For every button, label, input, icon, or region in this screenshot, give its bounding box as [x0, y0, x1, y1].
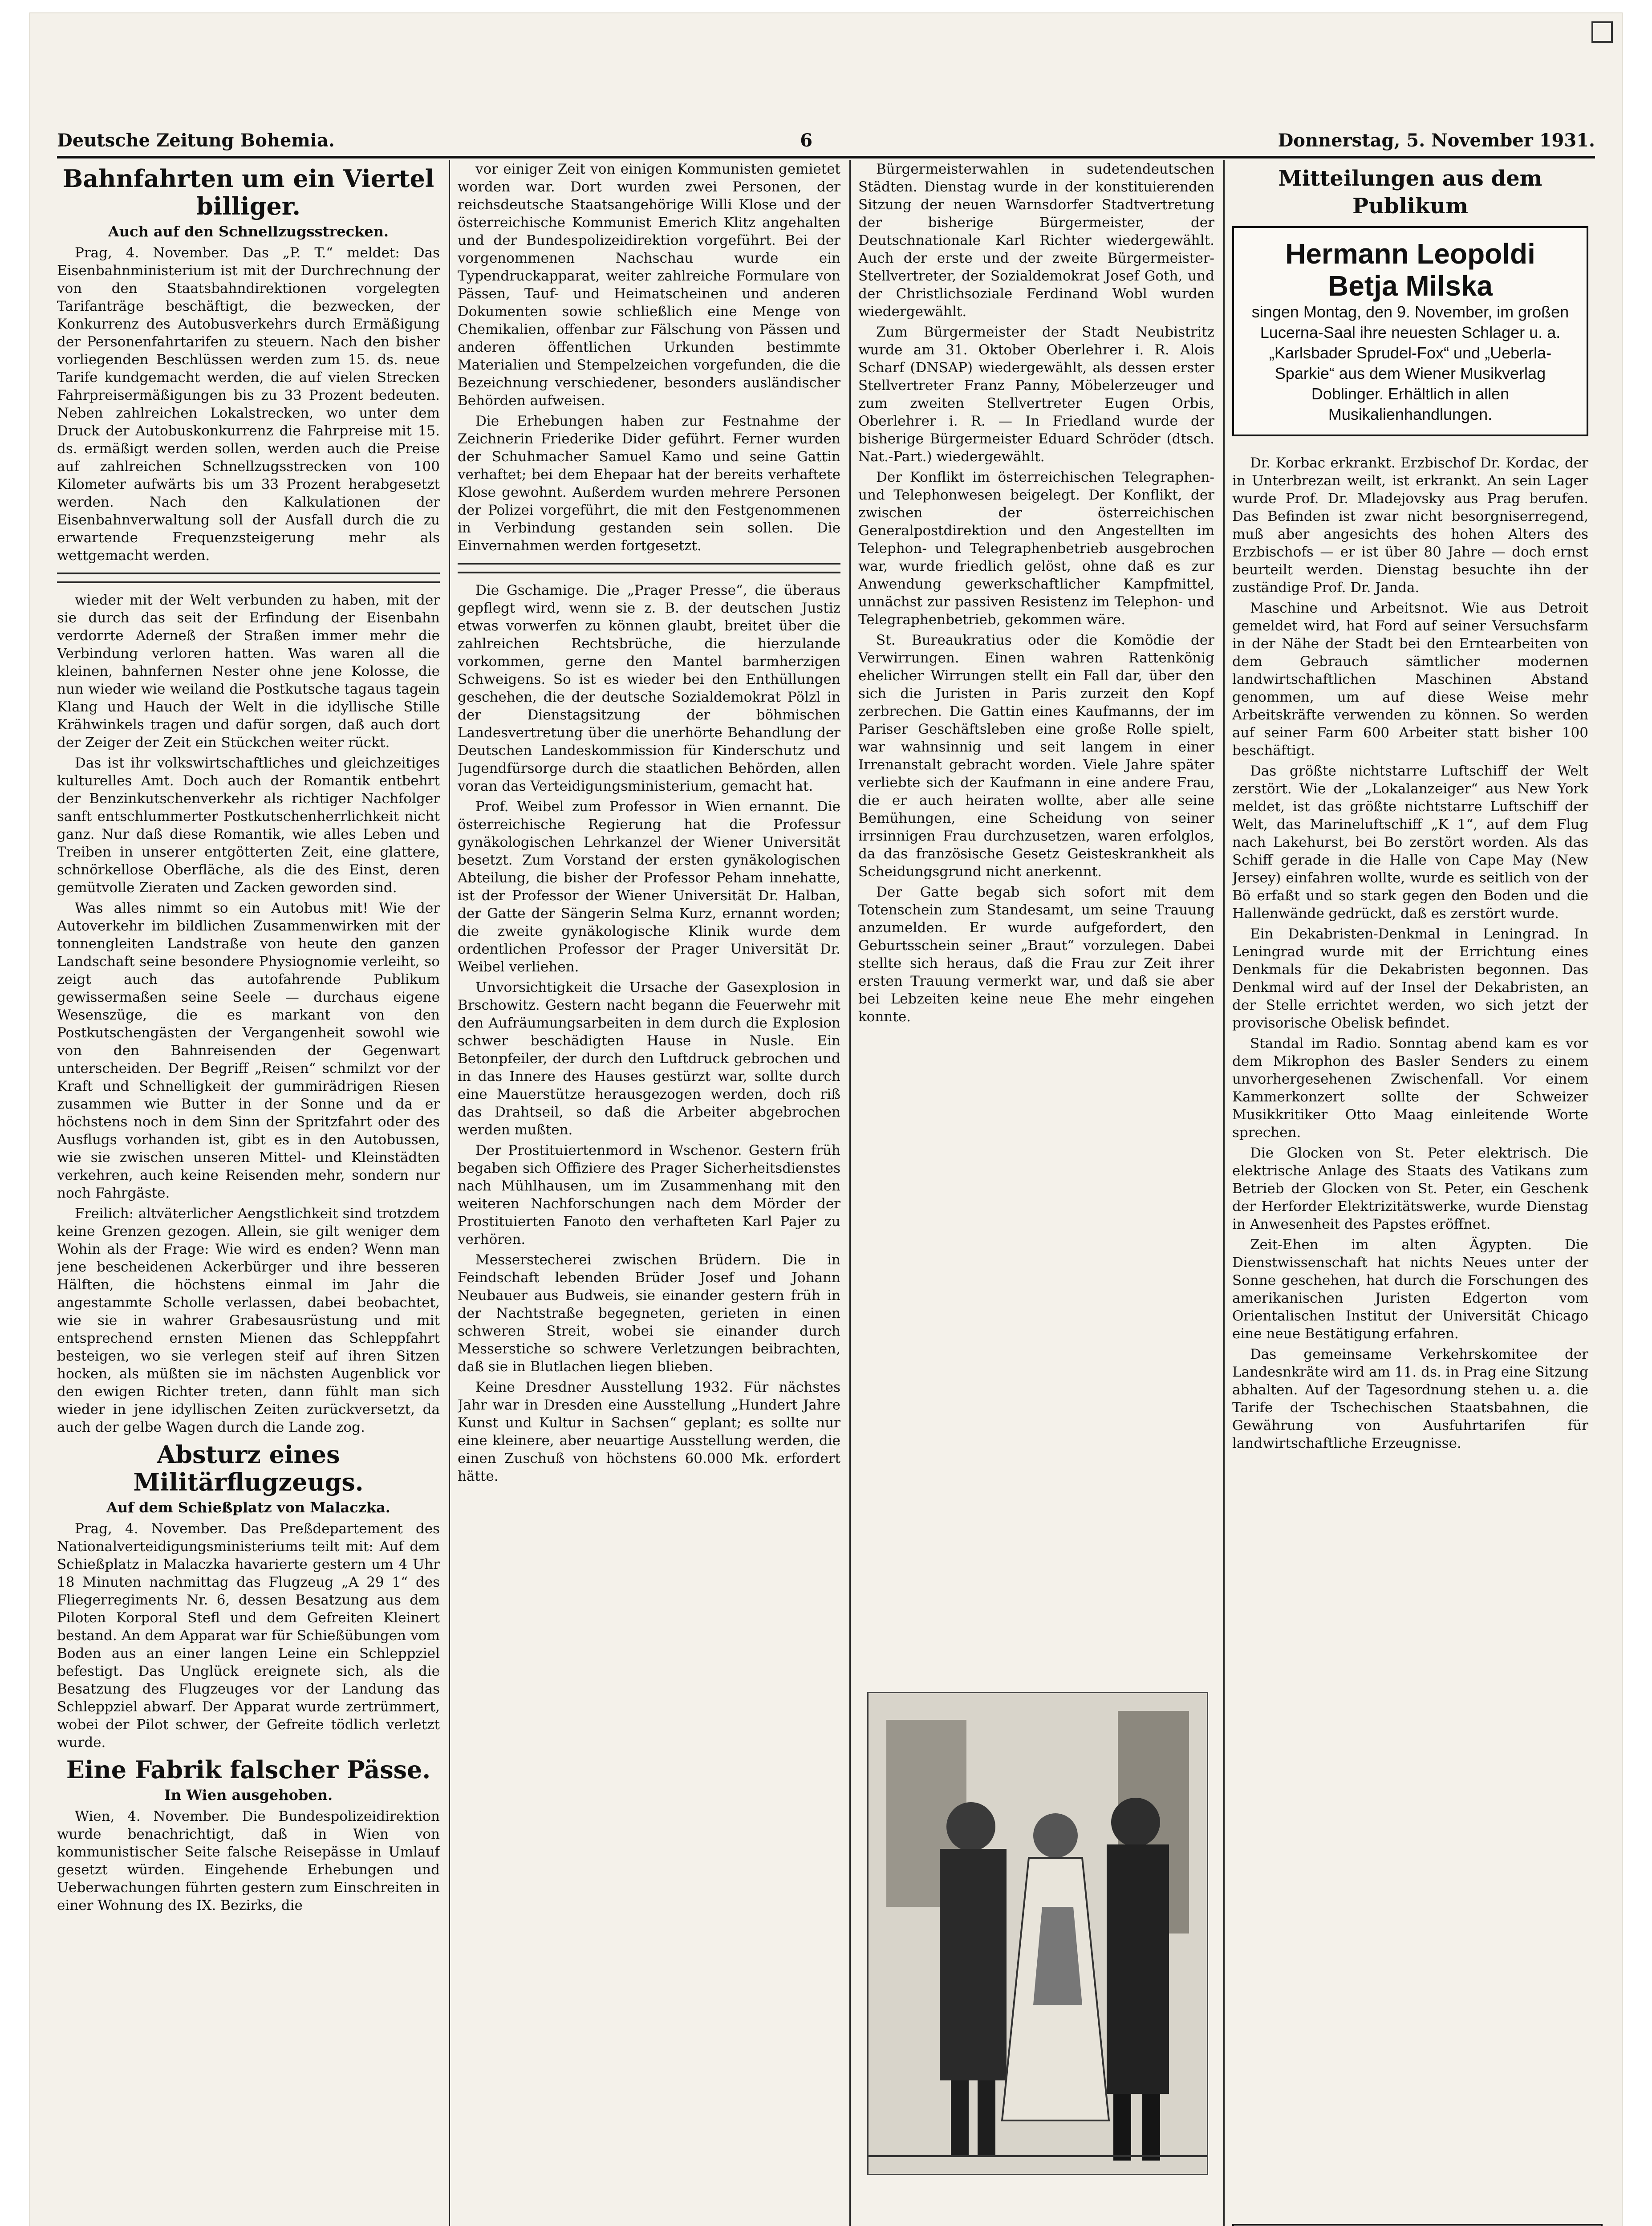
- article-title-fabrik: Eine Fabrik falscher Pässe.: [66, 1755, 431, 1784]
- column-1: [57, 160, 440, 2226]
- column-4: [1232, 160, 1588, 2208]
- page-header: [57, 125, 1595, 158]
- paragraph: Prag, 4. November. Das „P. T.“ meldet: Das Eisenbahnministerium ist mit der Durchrechnung der von den Staatsbahndirektionen vorgelegten Tarifanträge beschäftigt, die bezwecken, der Konkurrenz des Autobusverkehrs durch Ermäßigung der Personenfahrtarifen zu steuern. Nach den bisher vorliegenden Beschlüssen werden zum 15. ds. neue Tarife kundgemacht werden, die auf vielen Strecken Fahrpreisermäßigungen bis zu 33 Prozent bedeuten. Neben zahlreichen Lokalstrecken, wo unter dem Druck der Autobuskonkurrenz die Fahrpreise mit 15. ds. ermäßigt werden sollen, werden auch die Preise auf zahlreichen Schnellzugsstrecken von 100 Kilometer aufwärts bis um 33 Prozent herabgesetzt werden. Nach den Kalkulationen der Eisenbahnverwaltung soll der Ausfall durch die zu erwartende Frequenzsteigerung mehr als wettgemacht werden.: [57, 245, 440, 564]
- ad-name-2: Betja Milska: [1328, 270, 1493, 302]
- section-title-mitteilungen: Mitteilungen aus dem Publikum: [1278, 166, 1542, 219]
- paragraph: Dr. Korbac erkrankt. Erzbischof Dr. Kordac, der in Unterbrezan weilt, ist erkrankt. An sein Lager wurde Prof. Dr. Mladejovsky aus Prag berufen. Das Befinden ist zwar nicht besorgniserregend, muß aber angesichts des hohen Alters des Erzbischofs — er ist über 80 Jahre — doch ernst beurteilt werden. Dienstag besuchte ihn der zuständige Prof. Dr. Janda.: [1232, 455, 1588, 596]
- paragraph: Das gemeinsame Verkehrskomitee der Landesnkräte wird am 11. ds. in Prag eine Sitzung abhalten. Auf der Tagesordnung stehen u. a. die Tarife der Tschechischen Staatsbahnen, die Gewährung von Ausfuhrtarifen für landwirtschaftliche Erzeugnisse.: [1232, 1346, 1588, 1451]
- newspaper-page: [30, 13, 1622, 2226]
- paragraph: Maschine und Arbeitsnot. Wie aus Detroit gemeldet wird, hat Ford auf seiner Versuchsfarm in der Nähe der Stadt bei den Erntearbeiten von dem Gebrauch sämtlicher modernen landwirtschaftlichen Maschinen Abstand genommen, um auf diese Weise mehr Arbeitskräfte verwenden zu können. So werden auf seiner Farm 600 Arbeiter statt bisher 100 beschäftigt.: [1232, 600, 1588, 759]
- article-subtitle-absturz: Auf dem Schießplatz von Malaczka.: [106, 1499, 390, 1516]
- paragraph: Ein Dekabristen-Denkmal in Leningrad. In Leningrad wurde mit der Errichtung eines Denkmals für die Dekabristen begonnen. Das Denkmal wird auf der Insel der Dekabristen, an der Stelle errichtet werden, wo sich jetzt der provisorische Obelisk befindet.: [1232, 926, 1588, 1031]
- paragraph: Keine Dresdner Ausstellung 1932. Für nächstes Jahr war in Dresden eine Ausstellung „Hundert Jahre Kunst und Kultur in Sachsen“ geplant; es sollte nur eine kleinere, aber neuartige Ausstellung werden, die einen Zuschuß von höchstens 60.000 Mk. erfordert hätte.: [458, 1379, 840, 1484]
- paragraph: Wien, 4. November. Die Bundespolizeidirektion wurde benachrichtigt, daß in Wien von kommunistischer Seite falsche Reisepässe in Umlauf gesetzt würden. Eingehende Erhebungen und Ueberwachungen führten gestern zum Einschreiten in einer Wohnung des IX. Bezirks, die: [57, 1808, 440, 1913]
- ad-text: singen Montag, den 9. November, im großen Lucerna-Saal ihre neuesten Schlager u. a. „Karlsbader Sprudel-Fox“ und „Ueberla-Sparkie“ aus dem Wiener Musikverlag Doblinger. Erhältlich in allen Musikalienhandlungen.: [1251, 303, 1569, 423]
- paragraph: Prof. Weibel zum Professor in Wien ernannt. Die österreichische Regierung hat die Professur gynäkologischen Lehrkanzel der Wiener Universität besetzt. Zum Vorstand der ersten gynäkologischen Abteilung, die bisher der Professor Peham innehatte, ist der Professor der Wiener Universität Dr. Halban, der Gatte der Sängerin Selma Kurz, ernannt worden; die zweite gynäkologische Klinik wurde dem ordentlichen Professor der Prager Universität Dr. Weibel verliehen.: [458, 799, 840, 975]
- paragraph: St. Bureaukratius oder die Komödie der Verwirrungen. Einen wahren Rattenkönig ehelicher Wirrungen stellt ein Fall dar, über den sich die Juristen in Paris zurzeit den Kopf zerbrechen. Die Gattin eines Kaufmanns, der im Pariser Geschäftsleben eine große Rolle spielt, war wahnsinnig und seit langem in einer Irrenanstalt gebracht worden. Viele Jahre später verliebte sich der Kaufmann in eine andere Frau, die er auch heiraten wollte, aber alle seine Bemühungen, eine Scheidung von seiner irrsinnigen Frau durchzusetzen, waren erfolglos, da das französische Gesetz Geisteskrankheit als Scheidungsgrund nicht anerkennt.: [858, 632, 1214, 880]
- corner-mark: [1591, 21, 1613, 43]
- article-subtitle-bahnfahrten: Auch auf den Schnellzugsstrecken.: [108, 223, 389, 240]
- column-rule: [849, 160, 851, 2226]
- paragraph: Standal im Radio. Sonntag abend kam es vor dem Mikrophon des Basler Senders zu einem unvorhergesehenen Zwischenfall. Vor einem Kammerkonzert sollte der Schweizer Musikkritiker Otto Maag einleitende Worte sprechen.: [1232, 1036, 1588, 1141]
- paragraph: Der Prostituiertenmord in Wschenor. Gestern früh begaben sich Offiziere des Prager Sicherheitsdienstes nach Mühlhausen, um im Zusammenhang mit den weiteren Nachforschungen nach dem Mörder der Prostituierten Fanoto den verhafteten Karl Pajer zu verhören.: [458, 1142, 840, 1247]
- paragraph: Die Erhebungen haben zur Festnahme der Zeichnerin Friederike Dider geführt. Ferner wurden der Schuhmacher Samuel Kamo und seine Gattin verhaftet; bei dem Ehepaar hat der bereits verhaftete Klose gewohnt. Außerdem wurden mehrere Personen der Polizei vorgeführt, die mit den Festgenommenen in Verbindung gestanden sein sollen. Die Einvernahmen werden fortgesetzt.: [458, 413, 840, 554]
- paragraph: wieder mit der Welt verbunden zu haben, mit der sie durch das seit der Erfindung der Eisenbahn verdorrte Aderneß der Straßen immer mehr die Verbindung verloren hatten. Was waren all die kleinen, bahnfernen Nester ohne jene Kolosse, die nun wieder wie weiland die Postkutsche tagaus tagein Klang und Hauch der Welt in die idyllische Stille Krähwinkels tragen und dafür sorgen, daß auch dort der Zeiger der Zeit ein Stückchen weiter rückt.: [57, 592, 440, 751]
- paragraph: Prag, 4. November. Das Preßdepartement des Nationalverteidigungsministeriums teilt mit: Auf dem Schießplatz in Malaczka havarierte gestern um 4 Uhr 18 Minuten nachmittag das Flugzeug „A 29 1“ des Fliegerregiments Nr. 6, dessen Besatzung aus dem Piloten Korporal Stefl und dem Gefreiten Kleinert bestand. An dem Apparat war für Schießübungen vom Boden aus an einer langen Leine ein Schleppziel befestigt. Das Unglück ereignete sich, als die Besatzung des Flugzeuges vor der Landung das Schleppziel abwarf. Der Apparat wurde zertrümmert, wobei der Pilot schwer, der Gefreite tödlich verletzt wurde.: [57, 1521, 440, 1751]
- column-rule: [1223, 160, 1225, 2226]
- paragraph: Zeit-Ehen im alten Ägypten. Die Dienstwissenschaft hat nichts Neues unter der Sonne geschehen, hat durch die Forschungen des amerikanischen Juristen Edgerton vom Orientalischen Institut der Universität Chicago eine neue Bestätigung erfahren.: [1232, 1237, 1588, 1342]
- paragraph: Messerstecherei zwischen Brüdern. Die in Feindschaft lebenden Brüder Josef und Johann Neubauer aus Budweis, sie einander gestern früh in der Nachtstraße begegneten, gerieten in einen schweren Streit, wobei sie einander durch Messerstiche so schwere Verletzungen beibrachten, daß sie in Blutlachen liegen blieben.: [458, 1252, 840, 1375]
- paragraph: Freilich: altväterlicher Aengstlichkeit sind trotzdem keine Grenzen gezogen. Allein, sie gilt weniger dem Wohin als der Frage: Wie wird es enden? Wenn man jene bescheidenen Ackerbürger und ihre besseren Hälften, die höchstens einmal im Jahr die angestammte Scholle verlassen, dabei beobachtet, wie sie in wahrer Grabesausrüstung und mit entsprechend ernsten Mienen das Schleppfahrt besteigen, wo sie verlegen steif auf ihren Sitzen hocken, als müßten sie im nächsten Augenblick vor den ewigen Richter treten, dann fühlt man sich wieder in jene idyllischen Zeiten zurückversetzt, da auch der gelbe Wagen durch die Lande zog.: [57, 1206, 440, 1435]
- article-title-bahnfahrten: Bahnfahrten um ein Viertel billiger.: [62, 164, 434, 220]
- paragraph: Das ist ihr volkswirtschaftliches und gleichzeitiges kulturelles Amt. Doch auch der Romantik entbehrt der Benzinkutschenverkehr als richtiger Nachfolger sanft entschlummerter Postkutschenherrlichkeit nicht ganz. Nur daß diese Romantik, wie alles Leben und Treiben in unserer entgötterten Zeit, eine glattere, schnörkellose Oberfläche, als die des Einst, deren gemütvolle Zieraten und Zacken geworden sind.: [57, 755, 440, 896]
- issue-date: Donnerstag, 5. November 1931.: [1278, 130, 1595, 151]
- paper-name: Deutsche Zeitung Bohemia.: [57, 130, 335, 151]
- paragraph: Was alles nimmt so ein Autobus mit! Wie der Autoverkehr im bildlichen Zusammenwirken mit der tonnengleiten Landstraße von heute den ganzen Landschaft seine besondere Physiognomie verleiht, so zeigt auch das autofahrende Publikum gewissermaßen seine Seele — durchaus eigene Wesenszüge, die es markant von den Postkutschengästen der Vergangenheit sowohl wie von den Bahnreisenden der Gegenwart unterscheiden. Der Begriff „Reisen“ schmilzt vor der Kraft und Schnelligkeit der gummirädrigen Riesen zusammen wie Butter in der Sonne und da er höchstens noch in dem Sinn der Spritzfahrt oder des Ausflugs vorhanden ist, gibt es in den Autobussen, wie sie zwischen unseren Mittel- und Kleinstädten verkehren, auch keine Reisenden mehr, sondern nur noch Fahrgäste.: [57, 900, 440, 1201]
- cartoon-illustration: [867, 1692, 1208, 2175]
- column-3: [858, 160, 1214, 1674]
- paragraph: Bürgermeisterwahlen in sudetendeutschen Städten. Dienstag wurde in der konstituierenden Sitzung der neuen Warnsdorfer Stadtvertretung der bisherige Bürgermeister, der Deutschnationale Karl Richter wiedergewählt. Auch der erste und der zweite Bürgermeister-Stellvertreter, der Sozialdemokrat Josef Goth, und der Christlichsoziale Ferdinand Wobl wurden wiedergewählt.: [858, 161, 1214, 320]
- separator: [458, 563, 840, 573]
- article-subtitle-fabrik: In Wien ausgehoben.: [164, 1787, 333, 1804]
- paragraph: Zum Bürgermeister der Stadt Neubistritz wurde am 31. Oktober Oberlehrer i. R. Alois Scharf (DNSAP) wiedergewählt, als dessen erster Stellvertreter Franz Panny, Möbelerzeuger und zum zweiten Stellvertreter Eugen Orbis, Oberlehrer i. R. — In Friedland wurde der bisherige Bürgermeister Eduard Schröder (dtsch. Nat.-Part.) wiedergewählt.: [858, 324, 1214, 465]
- article-title-absturz: Absturz eines Militärflugzeugs.: [133, 1440, 364, 1496]
- column-2: [458, 160, 840, 2226]
- paragraph: vor einiger Zeit von einigen Kommunisten gemietet worden war. Dort wurden zwei Personen, der reichsdeutsche Staatsangehörige Willi Klose und der österreichische Kommunist Emerich Klitz angehalten und der Bundespolizeidirektion vorgeführt. Bei der vorgenommenen Nachschau wurde ein Typendruckapparat, weiter zahlreiche Formulare von Pässen, Tauf- und Heimatscheinen und anderen Dokumenten sowie schließlich eine Menge von Chemikalien, offenbar zur Fälschung von Pässen und anderen öffentlichen Urkunden bestimmte Materialien und Stempelzeichen vorgefunden, die die Bezeichnung verschiedener, besonders ausländischer Behörden aufweisen.: [458, 161, 840, 409]
- advertisement: [1232, 226, 1588, 436]
- manuscript-notice: [1232, 2224, 1603, 2226]
- ad-name-1: Hermann Leopoldi: [1285, 238, 1535, 270]
- column-rule: [449, 160, 450, 2226]
- paragraph: Die Gschamige. Die „Prager Presse“, die überaus gepflegt wird, wenn sie z. B. der deutschen Justiz etwas vorwerfen zu können glaubt, breitet über die zahlreichen Rechtsbrüche, die hierzulande vorkommen, gerne den Mantel barmherzigen Schweigens. So ist es wieder bei den Enthüllungen geschehen, die der deutsche Sozialdemokrat Pölzl in der Dienstagsitzung der böhmischen Landesvertretung über die unerhörte Behandlung der Deutschen Landeskommission für Kinderschutz und Jugendfürsorge durch die staatlichen Behörden, allen voran das Verteidigungsministerium, gemacht hat.: [458, 582, 840, 794]
- paragraph: Der Konflikt im österreichischen Telegraphen- und Telephonwesen beigelegt. Der Konflikt, der zwischen der österreichischen Generalpostdirektion und den Angestellten im Telephon- und Telegraphenbetrieb ausgebrochen war, wurde friedlich gelöst, ohne daß es zur Anwendung gewerkschaftlicher Kampfmittel, unnächst zur passiven Resistenz im Telephon- und Telegraphenbetrieb, gekommen wäre.: [858, 469, 1214, 628]
- paragraph: Das größte nichtstarre Luftschiff der Welt zerstört. Wie der „Lokalanzeiger“ aus New York meldet, ist das größte nichtstarre Luftschiff der Welt, das Marineluftschiff „K 1“, auf dem Flug nach Lakehurst, bei Bo zerstört worden. Als das Schiff gerade in die Halle von Cape May (New Jersey) einfahren wollte, wurde es seitlich von der Bö erfaßt und so stark gegen den Boden und die Hallenwände gedrückt, daß es zerstört wurde.: [1232, 763, 1588, 922]
- separator: [57, 573, 440, 583]
- paragraph: Die Glocken von St. Peter elektrisch. Die elektrische Anlage des Staats des Vatikans zum Betrieb der Glocken von St. Peter, ein Geschenk der Herforder Elektrizitätswerke, wurde Dienstag in Anwesenheit des Papstes eröffnet.: [1232, 1145, 1588, 1232]
- paragraph: Der Gatte begab sich sofort mit dem Totenschein zum Standesamt, um seine Trauung anzumelden. Er wurde aufgefordert, den Geburtsschein seiner „Braut“ vorzulegen. Dabei stellte sich heraus, daß die Frau zur Zeit ihrer ersten Trauung vermerkt war, und daß sie aber bei Lebzeiten keine neue Ehe mehr eingehen konnte.: [858, 884, 1214, 1025]
- paragraph: Unvorsichtigkeit die Ursache der Gasexplosion in Brschowitz. Gestern nacht begann die Feuerwehr mit den Aufräumungsarbeiten in dem durch die Explosion schwer beschädigten Hause in Nusle. Ein Betonpfeiler, der durch den Luftdruck gebrochen und in das Innere des Hauses gestürzt war, sollte durch eine Mauerstütze herausgezogen werden, doch riß das Drahtseil, so daß die Arbeiter abgebrochen werden mußten.: [458, 979, 840, 1138]
- page-number: 6: [800, 130, 813, 151]
